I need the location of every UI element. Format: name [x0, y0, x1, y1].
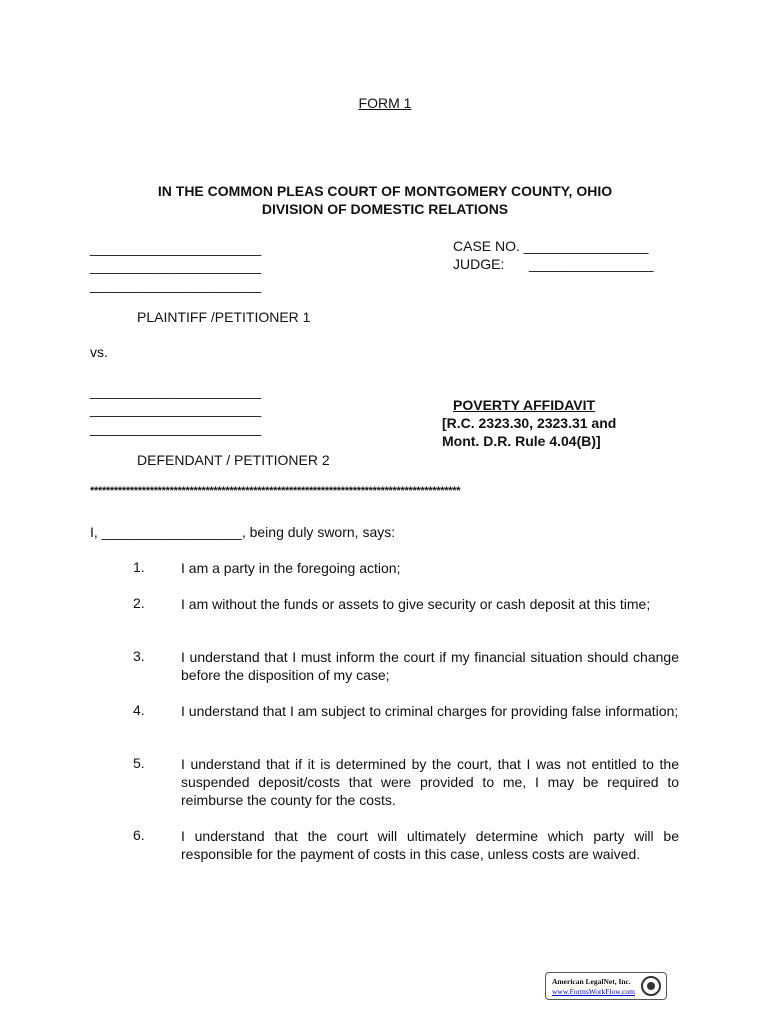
defendant-blank-1: ______________________: [90, 383, 262, 399]
separator-line: *********************************************************************************************: [90, 485, 461, 497]
item-number: 5.: [133, 755, 145, 771]
plaintiff-blank-3: ______________________: [90, 277, 262, 293]
footer-company: American LegalNet, Inc.: [552, 977, 631, 986]
item-text: I understand that if it is determined by the court, that I was not entitled to the suspended deposit/costs that were provided to me, I may be required to reimburse the county for the costs.: [181, 756, 679, 808]
item-number: 4.: [133, 702, 145, 718]
form-label: FORM 1: [358, 95, 412, 111]
affidavit-ref-1: [R.C. 2323.30, 2323.31 and: [442, 415, 617, 431]
footer-logo[interactable]: [545, 972, 667, 1000]
court-title: IN THE COMMON PLEAS COURT OF MONTGOMERY COUNTY, OHIO: [157, 183, 613, 199]
item-number: 2.: [133, 595, 145, 611]
item-number: 6.: [133, 827, 145, 843]
plaintiff-blank-2: ______________________: [90, 258, 262, 274]
item-text: I am without the funds or assets to give security or cash deposit at this time;: [181, 596, 651, 612]
defendant-label: DEFENDANT / PETITIONER 2: [137, 452, 330, 468]
item-number: 1.: [133, 559, 145, 575]
item-text: I understand that I must inform the court if my financial situation should change before the disposition of my case;: [181, 649, 679, 683]
item-text: I understand that the court will ultimately determine which party will be responsible for the payment of costs in this case, unless costs are waived.: [181, 828, 679, 862]
plaintiff-label: PLAINTIFF /PETITIONER 1: [137, 309, 311, 325]
footer-logo-text: [552, 977, 635, 997]
defendant-blank-3: ______________________: [90, 420, 262, 436]
judge-label: JUDGE:: [453, 256, 505, 272]
affidavit-title: POVERTY AFFIDAVIT: [453, 397, 596, 413]
versus-label: vs.: [90, 344, 108, 360]
court-division: DIVISION OF DOMESTIC RELATIONS: [261, 201, 509, 217]
case-no-label: CASE NO. ________________: [453, 238, 649, 254]
judge-blank: ________________: [529, 256, 654, 272]
legalnet-logo-icon: [641, 976, 661, 996]
item-text: I understand that I am subject to criminal charges for providing false information;: [181, 703, 679, 719]
intro-statement: I, __________________, being duly sworn, says:: [90, 524, 396, 540]
item-text: I am a party in the foregoing action;: [181, 560, 401, 576]
item-number: 3.: [133, 648, 145, 664]
plaintiff-blank-1: ______________________: [90, 240, 262, 256]
footer-url-link[interactable]: www.FormsWorkFlow.com: [552, 987, 636, 996]
affidavit-ref-2: Mont. D.R. Rule 4.04(B)]: [442, 433, 601, 449]
defendant-blank-2: ______________________: [90, 401, 262, 417]
